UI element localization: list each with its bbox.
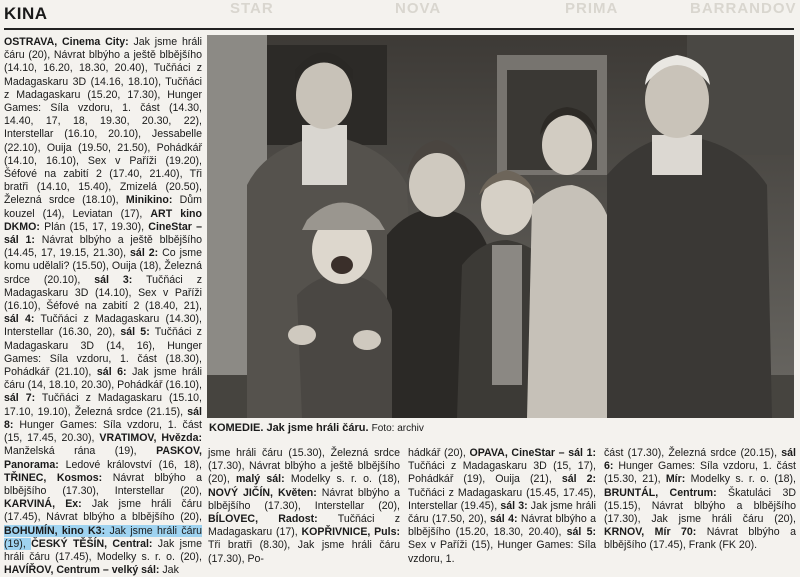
showtimes: Jak jsme hráli čáru (19), — [4, 524, 202, 550]
showtimes: Tučňáci z Madagaskaru 3D (15, 17), Pohádkář (19), Ouija (21), — [408, 460, 596, 486]
venue-name: CineStar – sál 1: — [4, 220, 202, 247]
showtimes: jsme hráli čáru (15.30), Železná srdce (17.30), Návrat blbýho a ještě blbějšího (20), — [208, 447, 400, 486]
venue-name: sál 6: — [604, 447, 796, 473]
listing-text-1 — [4, 36, 202, 577]
showtimes: Modelky s. r. o. (18), — [685, 473, 796, 486]
showtimes: Hunger Games: Síla vzdoru, 1. část (15.30, 21), — [604, 460, 796, 486]
venue-name: sál 2: — [561, 473, 596, 486]
showtimes: část (17.30), Železná srdce (20.15), — [604, 447, 782, 459]
listing-entry — [208, 487, 400, 512]
venue-name: OPAVA, CineStar – sál 1: — [469, 447, 596, 459]
listing-entry — [408, 447, 470, 459]
venue-name: sál 7: — [4, 392, 36, 405]
listing-column-4 — [604, 447, 796, 553]
venue-name: Mír: — [665, 473, 686, 486]
venue-name: NOVÝ JIČÍN, Květen: — [208, 486, 317, 499]
showtimes: Jak jsme hráli čáru (17.45), Návrat blbýho a blbějšího (20), — [4, 498, 202, 524]
showtimes: Tři bratři (8.30), Jak jsme hráli čáru (17.30), Po- — [208, 539, 400, 565]
ghost-word-3: PRIMA — [565, 0, 619, 17]
photo-caption — [209, 422, 794, 434]
listing-entry — [4, 498, 202, 523]
venue-name: OSTRAVA, Cinema City: — [4, 36, 129, 48]
listing-text-2 — [208, 447, 400, 566]
showtimes: Tučňáci z Madagaskaru (15.45, 17.45), Interstellar (19.45), — [408, 486, 596, 512]
showtimes: Tučňáci z Madagaskaru (17), — [208, 513, 400, 539]
showtimes: Jak jsme hráli čáru (17.45), Modelky s. r. o. (20), — [4, 537, 202, 563]
showtimes: Sex v Paříži (15), Hunger Games: Síla vzdoru, 1. — [408, 539, 596, 565]
showtimes: Tučňáci z Madagaskaru 3D (14.10), Sex v Paříži (16.10), Šéfové na zabití 2 (18.40, 21), — [4, 273, 202, 313]
showtimes: Škatuláci 3D (15.15), Návrat blbýho a blbějšího (17.30), Jak jsme hráli čáru (20), — [604, 486, 796, 526]
venue-name: sál 4: — [4, 313, 35, 326]
venue-name: sál 5: — [566, 526, 596, 539]
showtimes: Ledové království (16, 18), — [58, 458, 202, 471]
showtimes: Jak — [159, 564, 179, 577]
venue-name: sál 6: — [96, 366, 127, 379]
ghost-word-1: STAR — [230, 0, 274, 17]
caption-title: KOMEDIE. Jak jsme hráli čáru. — [209, 422, 369, 434]
showtimes: Jak jsme hráli čáru (17.50, 20), — [408, 499, 597, 526]
listing-text-3 — [408, 447, 596, 566]
showtimes: Modelky s. r. o. (18), — [284, 473, 400, 486]
venue-name: sál 4: — [490, 513, 518, 526]
venue-name: KOPŘIVNICE, Puls: — [301, 526, 401, 539]
showtimes: Návrat blbýho a blbějšího (17.30), Interstellar (20), — [4, 471, 202, 497]
venue-name: sál 8: — [4, 405, 202, 431]
listing-entry — [604, 487, 796, 525]
listing-entry — [236, 473, 400, 485]
venue-name: Minikino: — [125, 194, 173, 207]
venue-name: ČESKÝ TĚŠÍN, Central: — [31, 537, 153, 550]
showtimes: hádkář (20), — [408, 447, 470, 459]
showtimes: Tučňáci z Madagaskaru (15.10, 17.10, 19.10), Železná srdce (21.15), — [4, 392, 202, 418]
showtimes: Návrat blbýho a blbějšího (17.30), Interstellar (20), — [208, 486, 400, 512]
listing-entry — [4, 472, 202, 497]
venue-name: sál 3: — [500, 499, 528, 512]
showtimes: Tučňáci z Madagaskaru (14.30), Interstellar (16.30, 20), — [4, 313, 202, 339]
venue-name: sál 3: — [94, 273, 133, 286]
venue-name: TŘINEC, Kosmos: — [4, 471, 103, 484]
showtimes: Manželská rána (19), — [4, 445, 157, 458]
showtimes: Co jsme komu udělali? (15.50), Ouija (18), Železná srdce (20.10), — [4, 247, 203, 286]
showtimes: Návrat blbýho a ještě blbějšího (14.45, 17, 19.15, 21.30), — [4, 234, 203, 260]
showtimes: Jak jsme hráli čáru (20), Návrat blbýho a ještě blbějšího (14.10, 16.20, 18.30, 20.40), Tučňáci z Madagaskaru 3D (14.16, 18.10), Tučňáci z Madagaskaru (15.20, 17.30), Hunger Games: Síla vzdoru, 1. část (14.30, 14.40, 17, 18, 19.30, 20.30, 22), Interstellar (16.10, 20.10), Jessabelle (22.10), Ouija (19.50, 21.50), Pohádkář (14.10, 16.10), Sex v Paříži (19.20), Šéfové na zabití 2 (17.40, 21.40), Tři bratři (14.10, 15.40), Zmizelá (20.50), Železná srdce (18.10), — [4, 36, 202, 207]
venue-name: BRUNTÁL, Centrum: — [604, 486, 717, 499]
venue-name: sál 2: — [130, 247, 159, 260]
showtimes: Návrat blbýho a blbějšího (15.20, 18.30, 20.40), — [408, 513, 596, 539]
listing-entry — [4, 564, 179, 576]
masthead — [0, 0, 800, 26]
listing-entry — [604, 526, 796, 551]
showtimes: Tučňáci z Madagaskaru 3D (14, 16), Hunger Games: Síla vzdoru, 1. část (18.30), Pohádkář (21.10), — [4, 326, 202, 379]
ghost-word-2: NOVA — [395, 0, 442, 17]
venue-name: HAVÍŘOV, Centrum – velký sál: — [4, 564, 160, 577]
listing-column-1 — [4, 36, 203, 577]
section-title: KINA — [4, 4, 48, 23]
showtimes: Jak jsme hráli čáru (14, 18.10, 20.30), Pohádkář (16.10), — [4, 366, 203, 392]
venue-name: KARVINÁ, Ex: — [4, 498, 82, 511]
header-rule — [4, 28, 794, 30]
venue-name: BOHUMÍN, kino K3: — [4, 524, 106, 537]
listing-column-3 — [408, 447, 597, 565]
listing-entry — [4, 538, 202, 563]
photo-illustration — [207, 35, 794, 418]
listing-column-2 — [208, 447, 401, 565]
listing-entry — [666, 473, 796, 485]
showtimes: Dům kouzel (14), Leviatan (17), — [4, 194, 202, 220]
listing-text-4 — [604, 447, 796, 553]
venue-name: KRNOV, Mír 70: — [604, 526, 697, 539]
showtimes: Návrat blbýho a blbějšího (17.45), Frank (FK 20). — [604, 526, 796, 552]
listing-entry — [4, 36, 202, 206]
listing-entry — [4, 392, 202, 417]
venue-name: malý sál: — [236, 473, 285, 486]
venue-name: ART kino DKMO: — [4, 207, 202, 233]
listing-entry — [604, 447, 781, 459]
showtimes: Hunger Games: Síla vzdoru, 1. část (15, 17.45, 20.30), — [4, 418, 202, 445]
venue-name: VRATIMOV, Hvězda: — [99, 432, 202, 445]
film-still-photo — [207, 35, 794, 418]
venue-name: BÍLOVEC, Radost: — [208, 513, 318, 526]
ghost-word-4: BARRANDOV — [690, 0, 797, 17]
venue-name: sál 5: — [120, 326, 150, 339]
showtimes: Plán (15, 17, 19.30), — [39, 220, 149, 233]
venue-name: PASKOV, Panorama: — [4, 445, 202, 471]
photo-credit: Foto: archiv — [371, 423, 424, 434]
